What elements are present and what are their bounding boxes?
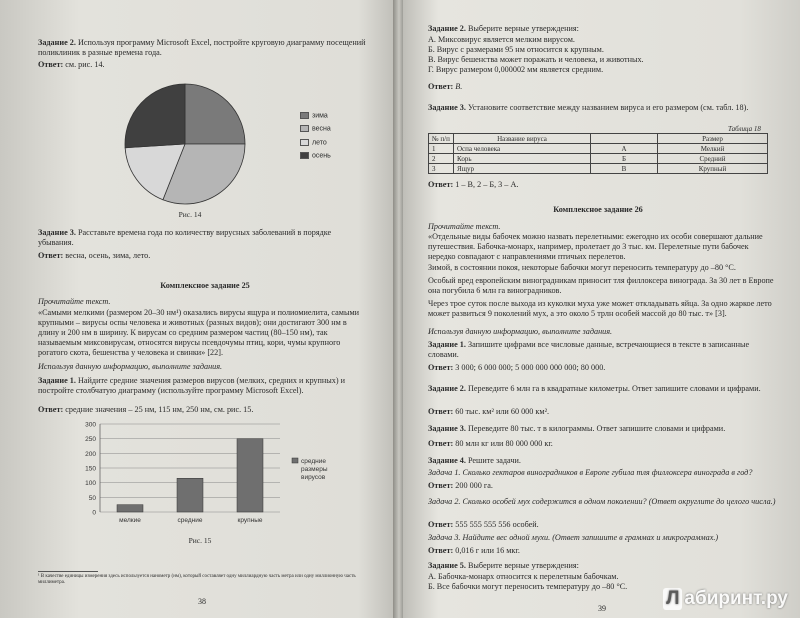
r-task3-answer: Ответ: 1 – В, 2 – Б, 3 – А. — [428, 180, 519, 189]
q4-block: Задание 4. Решите задачи. — [428, 456, 521, 465]
problem-1-answer: Ответ: 200 000 га. — [428, 481, 493, 490]
r-task3-block: Задание 3. Установите соответствие между названием вируса и его размером (см. табл. 18). — [428, 103, 749, 112]
task2-text: Используя программу Microsoft Excel, постройте круговую диаграмму посещений поликлиник в разные времена года. — [38, 38, 366, 57]
bar-крупные — [237, 439, 263, 512]
list-item: Б. Вирус с размерами 95 нм относится к крупным. — [428, 45, 604, 54]
problem-2-answer: Ответ: 555 555 555 556 особей. — [428, 520, 539, 529]
r-use-info: Используя данную информацию, выполните задания. — [428, 327, 613, 336]
x-tick-label: мелкие — [119, 517, 141, 524]
footnote-divider — [38, 571, 98, 572]
y-tick-label: 50 — [88, 494, 96, 502]
problem-1: Задача 1. Сколько гектаров виноградников в Европе губила тля филлоксера винограда в год? — [428, 468, 753, 477]
q2-block: Задание 2. Переведите 6 млн га в квадратные километры. Ответ запишите словами и цифрами. — [428, 384, 761, 393]
y-tick-label: 250 — [85, 436, 96, 444]
bar-средние — [177, 478, 203, 512]
page-number-left: 38 — [198, 597, 206, 606]
x-tick-label: крупные — [237, 517, 263, 524]
table-caption: Таблица 18 — [728, 125, 761, 133]
list-item: А. Миксовирус является мелким вирусом. — [428, 35, 575, 44]
y-tick-label: 300 — [85, 421, 96, 429]
table-row: 1 Оспа человека А Мелкий — [429, 144, 768, 154]
y-tick-label: 200 — [85, 450, 96, 458]
list-item: В. Вирус бешенства может поражать и человека, и животных. — [428, 55, 644, 64]
pie-legend — [300, 112, 331, 159]
watermark-logo: Л абиринт.ру — [663, 588, 788, 610]
legend-label: средние — [301, 458, 326, 465]
complex26-title: Комплексное задание 26 — [553, 205, 643, 214]
table-row: 3 Ящур В Крупный — [429, 164, 768, 174]
pie-legend-item: весна — [300, 125, 331, 132]
q3-block: Задание 3. Переведите 80 тыс. т в килограммы. Ответ запишите словами и цифрами. — [428, 424, 726, 433]
list-item: Б. Все бабочки могут переносить температуру до –80 °С. — [428, 582, 628, 591]
pie-legend-item: лето — [300, 139, 331, 146]
task3-answer: Ответ: весна, осень, зима, лето. — [38, 251, 151, 260]
r-task2-items — [428, 35, 768, 75]
legend-swatch — [292, 458, 298, 463]
y-tick-label: 100 — [85, 480, 96, 488]
fig14-caption: Рис. 14 — [178, 210, 202, 219]
pie-slice-зима — [185, 84, 245, 144]
p26-1: «Отдельные виды бабочек можно назвать перелетными: ежегодно их особи совершают дальние путешествия. Бабочка-монарх, например, пролетает до 3 тыс. км. Перелетные пути бабочек нередко совпадают с направлениями птичьих перелетов. — [428, 232, 763, 261]
bar-мелкие — [117, 505, 143, 512]
list-item: А. Бабочка-монарх относится к перелетным бабочкам. — [428, 572, 619, 581]
complex25-title: Комплексное задание 25 — [160, 281, 250, 290]
book-spine — [393, 0, 403, 618]
task2-block — [38, 38, 368, 58]
bar-chart — [60, 418, 360, 528]
q3-answer: Ответ: 80 млн кг или 80 000 000 кг. — [428, 439, 553, 448]
paragraph-25: «Самыми мелкими (размером 20–30 нм¹) оказались вирусы ящура и полиомиелита, самыми крупными – вирусы оспы человека и животных (разных видов); они достигают 300 нм в длину и 200 нм в ширину. К вирусам со средним размером частиц (80–150 нм), так называемым миксовирусам, относятся вирусы псевдочумы птиц, кори, чумы крупного рогатого скота, бешенства у человека и свинки» [22]. — [38, 308, 360, 357]
table-header-row: № п/п Название вируса Размер — [429, 134, 768, 144]
fig15-caption: Рис. 15 — [188, 536, 212, 545]
legend-label: вирусов — [301, 474, 326, 481]
problem-2: Задача 2. Сколько особей мух содержится в одном поколении? (Ответ округлите до целого числа.) — [428, 497, 776, 506]
list-item: Г. Вирус размером 0,000002 мм является средним. — [428, 65, 604, 74]
q1-block: Задание 1. Запишите цифрами все числовые данные, встречающиеся в тексте в записанные словами. — [428, 340, 750, 359]
pie-chart — [115, 80, 255, 210]
use-info-label: Используя данную информацию, выполните задания. — [38, 362, 223, 371]
pie-slice-осень — [125, 84, 185, 148]
p26-2: Зимой, в состоянии покоя, некоторые бабочки могут переносить температуру до –80 °С. — [428, 263, 736, 272]
table-row: 2 Корь Б Средний — [429, 154, 768, 164]
q1-answer: Ответ: 3 000; 6 000 000; 5 000 000 000 000; 80 000. — [428, 363, 606, 372]
pie-legend-item: осень — [300, 152, 331, 159]
footnote: ¹ В качестве единицы измерения здесь используется нанометр (нм), который составляет одну миллиардную часть метра или одну миллионную часть миллиметра. — [38, 574, 356, 585]
y-tick-label: 150 — [85, 465, 96, 473]
r-task2-answer: Ответ: В. — [428, 82, 463, 91]
task3-block: Задание 3. Расставьте времена года по количеству вирусных заболеваний в порядке убывания. — [38, 228, 332, 247]
y-tick-label: 0 — [92, 509, 96, 517]
task2-answer: Ответ: см. рис. 14. — [38, 60, 105, 69]
p26-4: Через трое суток после выхода из куколки муха уже может откладывать яйца. За одно жаркое лето может развиться 9 поколений мух, а это около 5 трлн особей массой до 80 тыс. т» [3]. — [428, 299, 772, 318]
problem-3-answer: Ответ: 0,016 г или 16 мкг. — [428, 546, 520, 555]
r-read-text: Прочитайте текст. — [428, 222, 501, 231]
task2-heading: Задание 2. — [38, 38, 76, 47]
read-text-label: Прочитайте текст. — [38, 297, 111, 306]
q2-answer: Ответ: 60 тыс. км² или 60 000 км². — [428, 407, 550, 416]
x-tick-label: средние — [177, 517, 203, 524]
left-page — [0, 0, 398, 618]
legend-label: размеры — [301, 466, 328, 473]
problem-3: Задача 3. Найдите вес одной мухи. (Ответ запишите в граммах и микрограммах.) — [428, 533, 719, 542]
page-number-right: 39 — [598, 604, 606, 613]
virus-table — [428, 133, 768, 174]
task1-block: Задание 1. Найдите средние значения размеров вирусов (мелких, средних и крупных) и постройте столбчатую диаграмму (используйте программу Microsoft Excel). — [38, 376, 346, 395]
q5-block: Задание 5. Выберите верные утверждения: — [428, 561, 579, 570]
right-page — [398, 0, 800, 618]
task1-answer: Ответ: средние значения – 25 нм, 115 нм, 250 нм, см. рис. 15. — [38, 405, 254, 414]
pie-legend-item: зима — [300, 112, 331, 119]
r-task2-block: Задание 2. Выберите верные утверждения: — [428, 24, 579, 33]
p26-3: Особый вред европейским виноградникам приносит тля филлоксера винограда. За 30 лет в Европе она погубила 6 млн га виноградников. — [428, 276, 774, 295]
